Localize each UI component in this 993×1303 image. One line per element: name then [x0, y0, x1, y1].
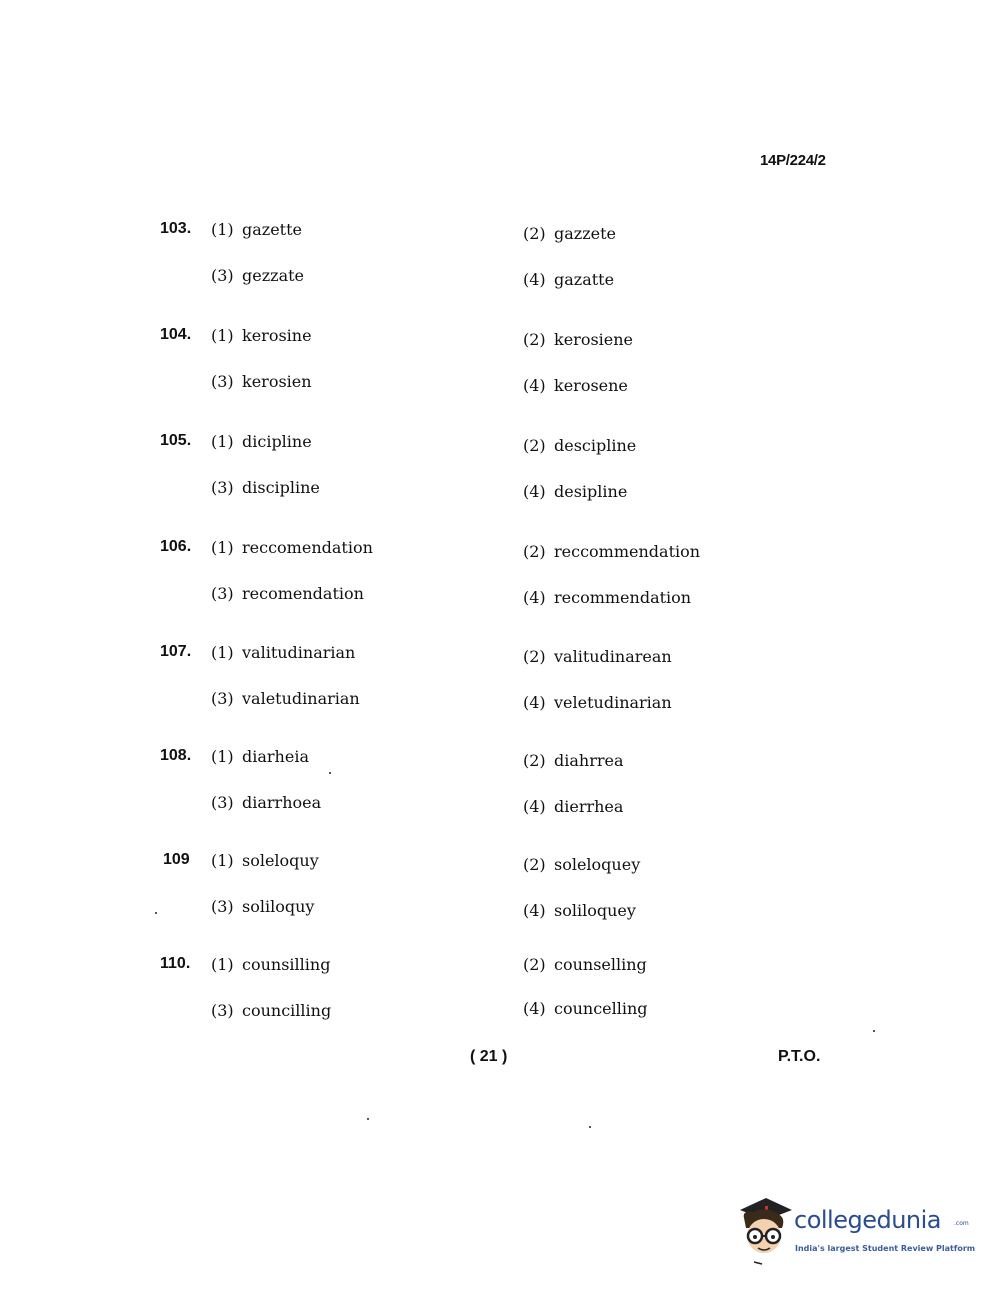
option-3: (3) recomendation: [211, 584, 364, 603]
option-3: (3) councilling: [211, 1001, 332, 1020]
page-number: ( 21 ): [470, 1048, 508, 1065]
question-number: 109: [163, 851, 190, 868]
option-2: (2) counselling: [523, 955, 647, 974]
question-109: [0, 851, 993, 951]
scan-speck: [873, 1030, 875, 1032]
option-4: (4) councelling: [523, 999, 648, 1018]
question-number: 106.: [160, 538, 192, 555]
logo-wordmark: collegedunia: [794, 1206, 942, 1234]
scan-speck: [155, 912, 157, 914]
option-2: (2) diahrrea: [523, 751, 624, 770]
scan-speck: [329, 772, 331, 774]
logo-tagline: India's largest Student Review Platform: [795, 1244, 976, 1253]
question-108: [0, 747, 993, 847]
question-110: [0, 955, 993, 1055]
option-2: (2) descipline: [523, 436, 637, 455]
question-105: [0, 432, 993, 532]
option-1: (1) kerosine: [211, 326, 312, 345]
scan-speck: [589, 1126, 591, 1128]
logo-com: .com: [954, 1220, 969, 1227]
question-number: 105.: [160, 432, 192, 449]
option-4: (4) dierrhea: [523, 797, 624, 816]
option-3: (3) valetudinarian: [211, 689, 360, 708]
option-2: (2) valitudinarean: [523, 647, 672, 666]
option-1: (1) counsilling: [211, 955, 331, 974]
question-number: 107.: [160, 643, 192, 660]
collegedunia-logo: [736, 1196, 976, 1266]
option-2: (2) soleloquey: [523, 855, 641, 874]
option-2: (2) reccommendation: [523, 542, 701, 561]
pto-label: P.T.O.: [778, 1048, 821, 1065]
question-104: [0, 326, 993, 426]
option-1: (1) diarheia: [211, 747, 309, 766]
option-4: (4) desipline: [523, 482, 628, 501]
question-107: [0, 643, 993, 743]
option-2: (2) kerosiene: [523, 330, 634, 349]
option-3: (3) diarrhoea: [211, 793, 322, 812]
option-1: (1) gazette: [211, 220, 303, 239]
option-1: (1) valitudinarian: [211, 643, 356, 662]
mascot-icon: [736, 1196, 794, 1266]
question-number: 104.: [160, 326, 192, 343]
question-103: [0, 220, 993, 320]
option-3: (3) gezzate: [211, 266, 305, 285]
option-3: (3) soliloquy: [211, 897, 315, 916]
option-3: (3) kerosien: [211, 372, 312, 391]
option-1: (1) soleloquy: [211, 851, 319, 870]
option-4: (4) kerosene: [523, 376, 628, 395]
question-number: 110.: [160, 955, 191, 972]
option-4: (4) veletudinarian: [523, 693, 672, 712]
option-1: (1) dicipline: [211, 432, 312, 451]
scan-speck: [367, 1118, 369, 1120]
option-4: (4) recommendation: [523, 588, 692, 607]
question-number: 103.: [160, 220, 192, 237]
option-1: (1) reccomendation: [211, 538, 373, 557]
option-2: (2) gazzete: [523, 224, 617, 243]
option-4: (4) gazatte: [523, 270, 615, 289]
option-4: (4) soliloquey: [523, 901, 636, 920]
option-3: (3) discipline: [211, 478, 320, 497]
paper-code: 14P/224/2: [760, 152, 826, 169]
question-106: [0, 538, 993, 638]
question-number: 108.: [160, 747, 192, 764]
